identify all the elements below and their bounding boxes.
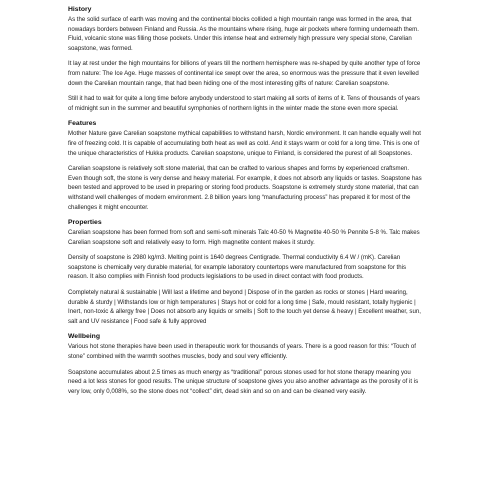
properties-paragraph: Density of soapstone is 2980 kg/m3. Melting point is 1640 degrees Centigrade. Thermal conductivity 6.4 W / (mK). Carelian soapstone is chemically very durable material, for example laboratory countertops were manufactured from soapstone for this reason. It also complies with Finnish food products legislations to be used in direct contact with food products. [68, 254, 407, 281]
history-paragraph: It lay at rest under the high mountains for billions of years till the northern hemisphere was re-shaped by quite another type of force from nature: The Ice Age. Huge masses of continental ice swept over the area, so enormous was the pressure that it even levelled down the Carelian mountain range, that had been hiding one of the most interesting gifts of nature: Carelian soapstone. [68, 60, 421, 87]
wellbeing-paragraph: Various hot stone therapies have been used in therapeutic work for thousands of years. There is a good reason for this: “Touch of stone” combined with the warmth soothes muscles, body and soul very efficiently. [68, 343, 417, 361]
features-paragraph: Mother Nature gave Carelian soapstone mythical capabilities to withstand harsh, Nordic environment. It can handle equally well hot fire of freezing cold. It is capable of accumulating both heat as well as cold. And it stays warm or cold for a long time. This is one of the unique characteristics of Hukka products. Carelian soapstone, unique to Finland, is considered the purest of all Soapstones. [68, 130, 421, 157]
history-section [68, 5, 424, 113]
properties-heading: Properties [68, 219, 102, 227]
wellbeing-section [68, 332, 424, 396]
history-paragraph: As the solid surface of earth was moving and the continental blocks collided a high mountain range was formed in the area, that nowadays borders between Finland and Russia. As the mountains where rising, huge air pockets where forming underneath them. Fluid, volcanic stone was filling those pockets. Under this intense heat and extremely high pressure very special stone, Carelian soapstone, was formed. [68, 16, 419, 52]
properties-section [68, 218, 424, 326]
wellbeing-paragraph: Soapstone accumulates about 2.5 times as much energy as “traditional” porous stones used for hot stone therapy meaning you need a lot less stones for good results. The unique structure of soapstone gives you also another advantage as the porosity of it is very low, only 0,008%, so the stone does not “collect” dirt, dead skin and so on and can be cleaned very easily. [68, 368, 419, 395]
features-paragraph: Carelian soapstone is relatively soft stone material, that can be crafted to various shapes and forms by experienced craftsmen. Even though soft, the stone is very dense and heavy material. For example, it does not absorb any liquids or tastes. Soapstone has been tested and approved to be used in preparing or storing food products. Soapstone is extremely sturdy stone material, that can withstand well challenges of modern environment. 2.8 billion years long “manufacturing process” has prepared it for most of the challenges it might encounter. [68, 165, 422, 211]
properties-paragraph: Carelian soapstone has been formed from soft and semi-soft minerals Talc 40-50 % Magnetite 40-50 % Pennite 5-8 %. Talc makes Carelian soapstone soft and relatively easy to form. High magnetite content makes it sturdy. [68, 229, 420, 246]
history-paragraph: Still it had to wait for quite a long time before anybody understood to start making all sorts of items of it. Tens of thousands of years of midnight sun in the summer and beautiful symphonies of northern lights in the winter made the stone even more special. [68, 95, 420, 112]
features-section [68, 119, 424, 212]
wellbeing-heading: Wellbeing [68, 333, 100, 341]
history-heading: History [68, 6, 92, 13]
properties-paragraph: Completely natural & sustainable | Will last a lifetime and beyond | Dispose of in the garden as rocks or stones | Hard wearing, durable & sturdy | Withstands low or high temperatures | Stays hot or cold for a long time | Safe, mould resistant, totally hygienic | Inert, non-toxic & allergy free | Does not absorb any liquids or smells | Soft to the touch yet dense & heavy | Excellent weather, sun, salt and UV resistance | Food safe & fully approved [68, 289, 421, 325]
features-heading: Features [68, 120, 97, 128]
